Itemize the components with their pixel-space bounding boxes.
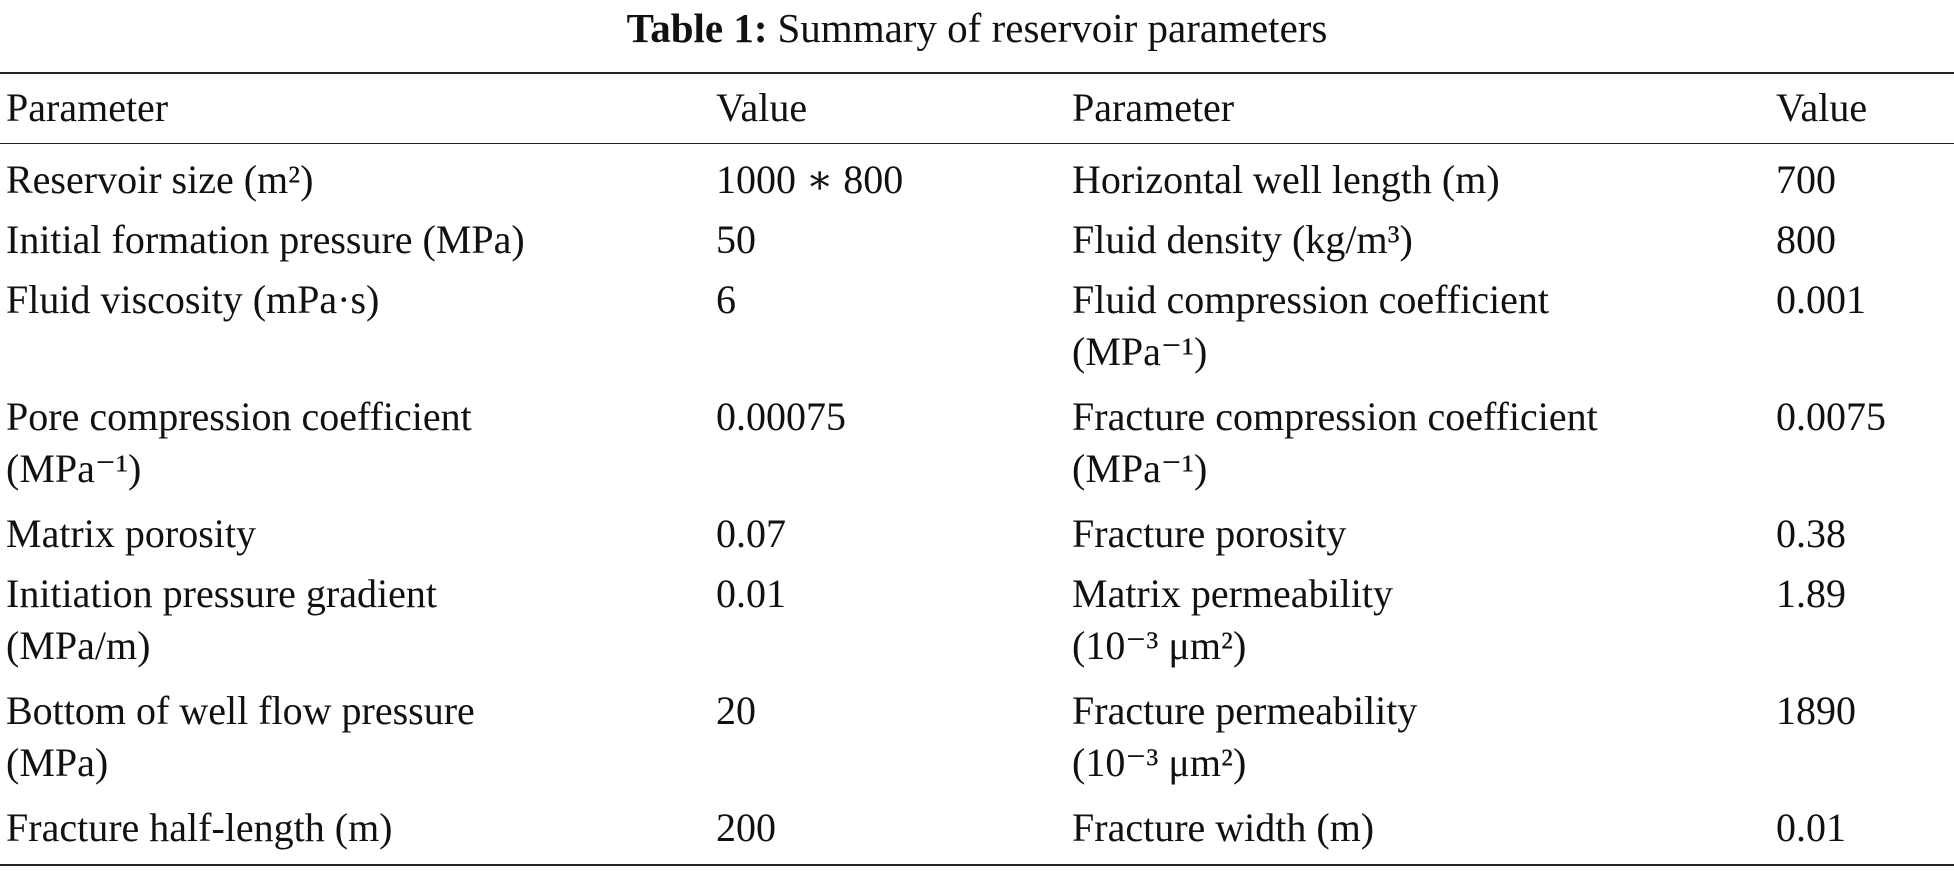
value-cell: 1890 — [1776, 688, 1856, 733]
parameter-cell — [1066, 508, 1776, 568]
value-cell: 0.00075 — [716, 394, 846, 439]
table-row — [0, 214, 1954, 274]
table-row — [0, 143, 1954, 214]
column-header-parameter-2: Parameter — [1072, 85, 1235, 130]
parameter-cell — [0, 568, 710, 685]
value-cell: 200 — [716, 805, 776, 850]
parameter-line: Matrix porosity — [6, 511, 256, 556]
parameter-line: Matrix permeability — [1072, 571, 1394, 616]
parameter-line: (10⁻³ μm²) — [1072, 740, 1247, 785]
parameter-cell — [0, 685, 710, 802]
parameter-line: (MPa⁻¹) — [1072, 446, 1208, 491]
parameter-line: Initial formation pressure (MPa) — [6, 217, 525, 262]
value-cell: 1.89 — [1776, 571, 1846, 616]
parameter-line: (MPa/m) — [6, 623, 151, 668]
bottom-rule — [0, 864, 1954, 866]
value-cell: 700 — [1776, 157, 1836, 202]
parameter-line: Fluid viscosity (mPa·s) — [6, 277, 380, 322]
table-row — [0, 508, 1954, 568]
table-caption-label: Table 1: — [626, 5, 768, 51]
table-caption — [0, 4, 1954, 52]
value-cell: 20 — [716, 688, 756, 733]
parameter-line: Horizontal well length (m) — [1072, 157, 1500, 202]
parameter-cell — [0, 143, 710, 214]
parameter-cell — [0, 508, 710, 568]
table-row — [0, 568, 1954, 685]
parameter-line: Bottom of well flow pressure — [6, 688, 475, 733]
top-rule — [0, 72, 1954, 74]
parameter-line: Fluid density (kg/m³) — [1072, 217, 1413, 262]
parameter-line: Reservoir size (m²) — [6, 157, 314, 202]
parameter-line: Fracture porosity — [1072, 511, 1347, 556]
value-cell: 0.01 — [716, 571, 786, 616]
parameter-line: (10⁻³ μm²) — [1072, 623, 1247, 668]
value-cell: 50 — [716, 217, 756, 262]
parameter-cell — [1066, 214, 1776, 274]
value-cell: 0.01 — [1776, 805, 1846, 850]
parameter-line: Initiation pressure gradient — [6, 571, 437, 616]
parameter-cell — [1066, 802, 1776, 862]
parameter-line: Fracture compression coefficient — [1072, 394, 1598, 439]
column-header-parameter-1: Parameter — [6, 85, 169, 130]
value-cell: 1000 ∗ 800 — [716, 157, 904, 202]
table-row — [0, 391, 1954, 508]
parameter-line: Fracture permeability — [1072, 688, 1418, 733]
column-header-value-2: Value — [1776, 85, 1868, 130]
table-row — [0, 685, 1954, 802]
parameter-line: Fracture half-length (m) — [6, 805, 393, 850]
value-cell: 0.0075 — [1776, 394, 1886, 439]
parameter-cell — [1066, 274, 1776, 391]
value-cell: 800 — [1776, 217, 1836, 262]
parameter-cell — [1066, 685, 1776, 802]
value-cell: 6 — [716, 277, 736, 322]
parameter-cell — [0, 214, 710, 274]
parameter-line: Pore compression coefficient — [6, 394, 472, 439]
parameter-line: Fluid compression coefficient — [1072, 277, 1549, 322]
parameter-cell — [0, 802, 710, 862]
parameter-cell — [0, 274, 710, 391]
parameter-line: (MPa⁻¹) — [1072, 329, 1208, 374]
parameter-cell — [1066, 391, 1776, 508]
column-header-value-1: Value — [716, 85, 808, 130]
table-row — [0, 274, 1954, 391]
table-caption-title: Summary of reservoir parameters — [777, 5, 1328, 51]
parameter-cell — [1066, 143, 1776, 214]
table-row — [0, 802, 1954, 862]
value-cell: 0.001 — [1776, 277, 1866, 322]
parameter-cell — [0, 391, 710, 508]
parameter-cell — [1066, 568, 1776, 685]
parameter-line: Fracture width (m) — [1072, 805, 1375, 850]
reservoir-parameters-table — [0, 82, 1954, 862]
parameter-line: (MPa) — [6, 740, 109, 785]
value-cell: 0.07 — [716, 511, 786, 556]
value-cell: 0.38 — [1776, 511, 1846, 556]
parameter-line: (MPa⁻¹) — [6, 446, 142, 491]
table-header-row — [0, 82, 1954, 143]
